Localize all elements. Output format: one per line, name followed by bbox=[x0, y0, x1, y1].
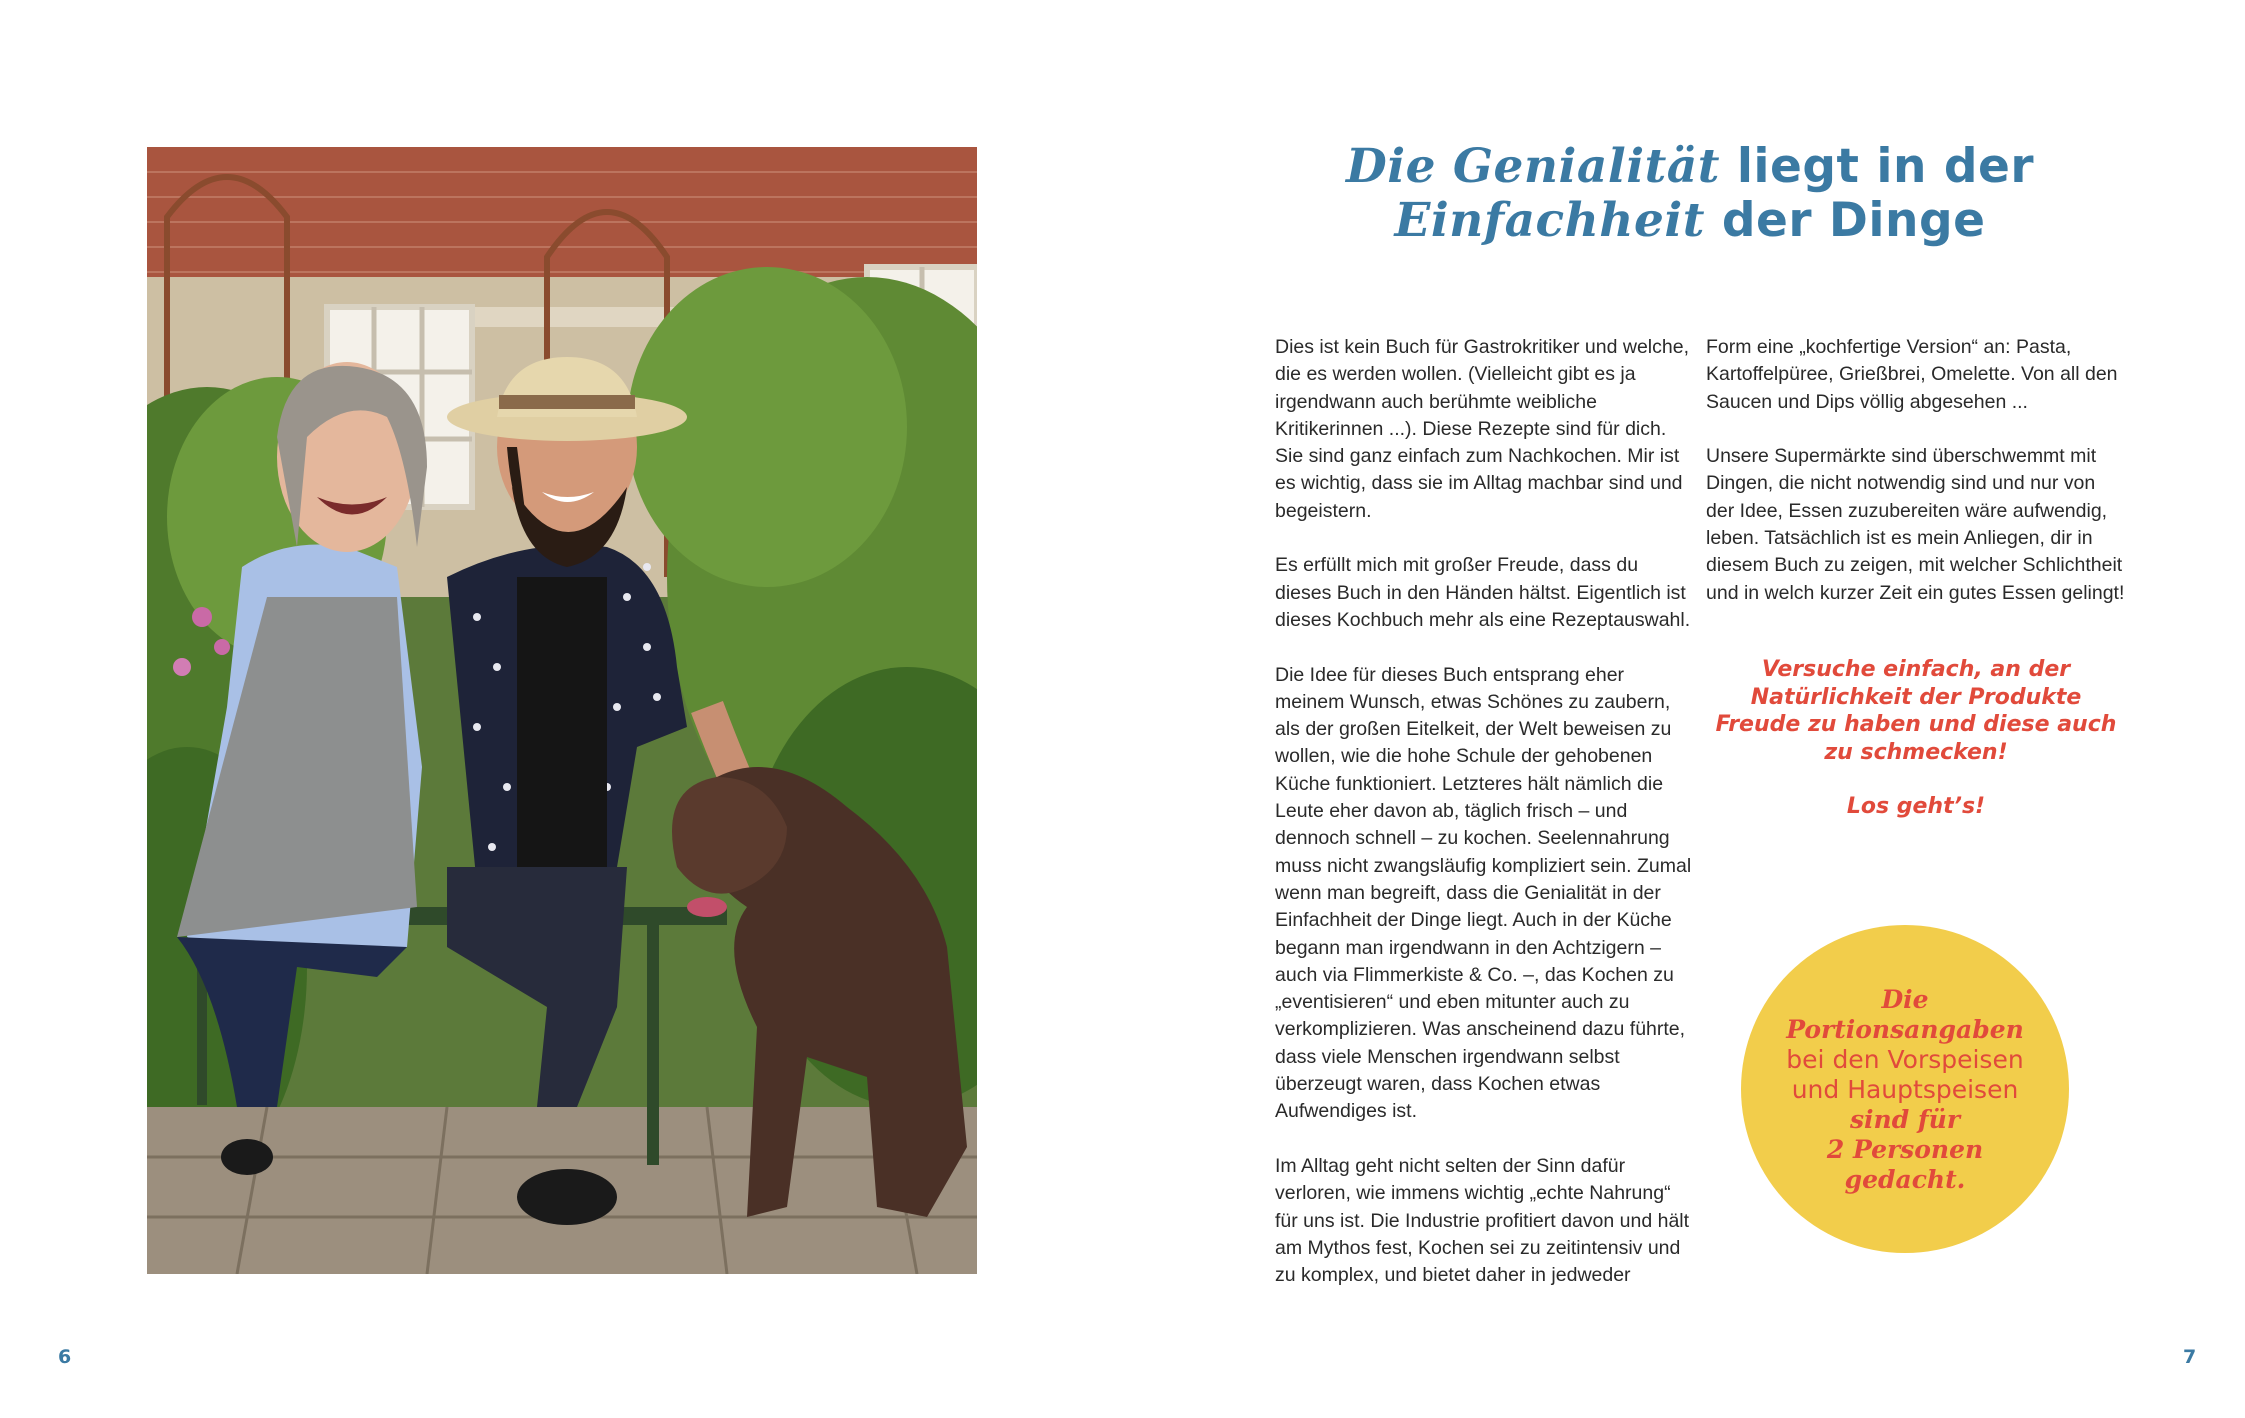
garden-portrait-photo bbox=[147, 147, 977, 1274]
pull-quote bbox=[1706, 656, 2126, 821]
page-heading bbox=[1250, 140, 2130, 248]
paragraph: Im Alltag geht nicht selten der Sinn dafür verloren, wie immens wichtig „echte Nahrung“ für uns ist. Die Industrie profitiert davon und hält am Mythos fest, Kochen sei zu zeitintensiv und zu komplex, und bietet daher in jedweder bbox=[1275, 1154, 1690, 1287]
portion-info-text bbox=[1741, 985, 2069, 1195]
paragraph: Dies ist kein Buch für Gastrokritiker und welche, die es werden wollen. (Vielleicht gibt es ja irgendwann auch berühmte weibliche Kritikerinnen ...). Diese Rezepte sind für dich. Sie sind ganz einfach zum Nachkochen. Mir ist es wichtig, dass sie im Alltag machbar sind und begeistern. bbox=[1275, 336, 1689, 522]
paragraph: Die Idee für dieses Buch entsprang eher meinem Wunsch, etwas Schönes zu zaubern, als der großen Eitelkeit, der Welt beweisen zu wollen, wie die hohe Schule der gehobenen Küche funktioniert. Letzteres hält nämlich die Leute eher davon ab, täglich frisch – und dennoch schnell – zu kochen. Seelennahrung muss nicht zwangsläufig kompliziert sein. Zumal wenn man begreift, dass die Genialität in der Einfachheit der Dinge liegt. Auch in der Küche begann man irgendwann in den Achtzigern – auch via Flimmerkiste & Co. –, das Kochen zu „eventisieren“ und eben mitunter auch zu verkomplizieren. Was anscheinend dazu führte, dass viele Menschen irgendwann selbst überzeugt waren, dass Kochen etwas Aufwendiges ist. bbox=[1275, 663, 1692, 1123]
heading-emphasis-2: Einfachheit bbox=[1394, 193, 1705, 248]
paragraph: Form eine „kochfertige Version“ an: Pasta, Kartoffelpüree, Grießbrei, Omelette. Von all den Saucen und Dips völlig abgesehen ... bbox=[1706, 336, 2118, 413]
paragraph: Es erfüllt mich mit großer Freude, dass du dieses Buch in den Händen hältst. Eigentlich ist dieses Kochbuch mehr als eine Rezeptauswahl. bbox=[1275, 554, 1691, 631]
paragraph: Unsere Supermärkte sind überschwemmt mit Dingen, die nicht notwendig sind und nur von der Idee, Essen zuzubereiten wäre aufwendig, leben. Tatsächlich ist es mein Anliegen, dir in diesem Buch zu zeigen, mit welcher Schlichtheit und in welch kurzer Zeit ein gutes Essen gelingt! bbox=[1706, 445, 2125, 604]
text-column-right bbox=[1706, 334, 2126, 634]
pull-quote-closing: Los geht’s! bbox=[1846, 794, 1986, 819]
portion-line: Die bbox=[1881, 985, 1929, 1014]
portion-line: 2 Personen bbox=[1826, 1135, 1984, 1164]
heading-rest-1: liegt in der bbox=[1719, 139, 2035, 194]
portion-line: und Hauptspeisen bbox=[1791, 1075, 2019, 1104]
page-number-left: 6 bbox=[58, 1346, 72, 1368]
portion-line: gedacht. bbox=[1844, 1165, 1966, 1194]
page-number-right: 7 bbox=[2183, 1346, 2197, 1368]
text-column-left bbox=[1275, 334, 1695, 1317]
photo-illustration bbox=[147, 147, 977, 1274]
portion-line: bei den Vorspeisen bbox=[1786, 1045, 2024, 1074]
portion-line: sind für bbox=[1849, 1105, 1961, 1134]
heading-rest-2: der Dinge bbox=[1704, 193, 1986, 248]
portion-line: Portionsangaben bbox=[1786, 1015, 2024, 1044]
heading-emphasis-1: Die Genialität bbox=[1345, 139, 1720, 194]
pull-quote-text: Versuche einfach, an der Natürlichkeit der Produkte Freude zu haben und diese auch zu schmecken! bbox=[1715, 657, 2117, 765]
heading-line-1 bbox=[1250, 140, 2130, 194]
heading-line-2 bbox=[1250, 194, 2130, 248]
